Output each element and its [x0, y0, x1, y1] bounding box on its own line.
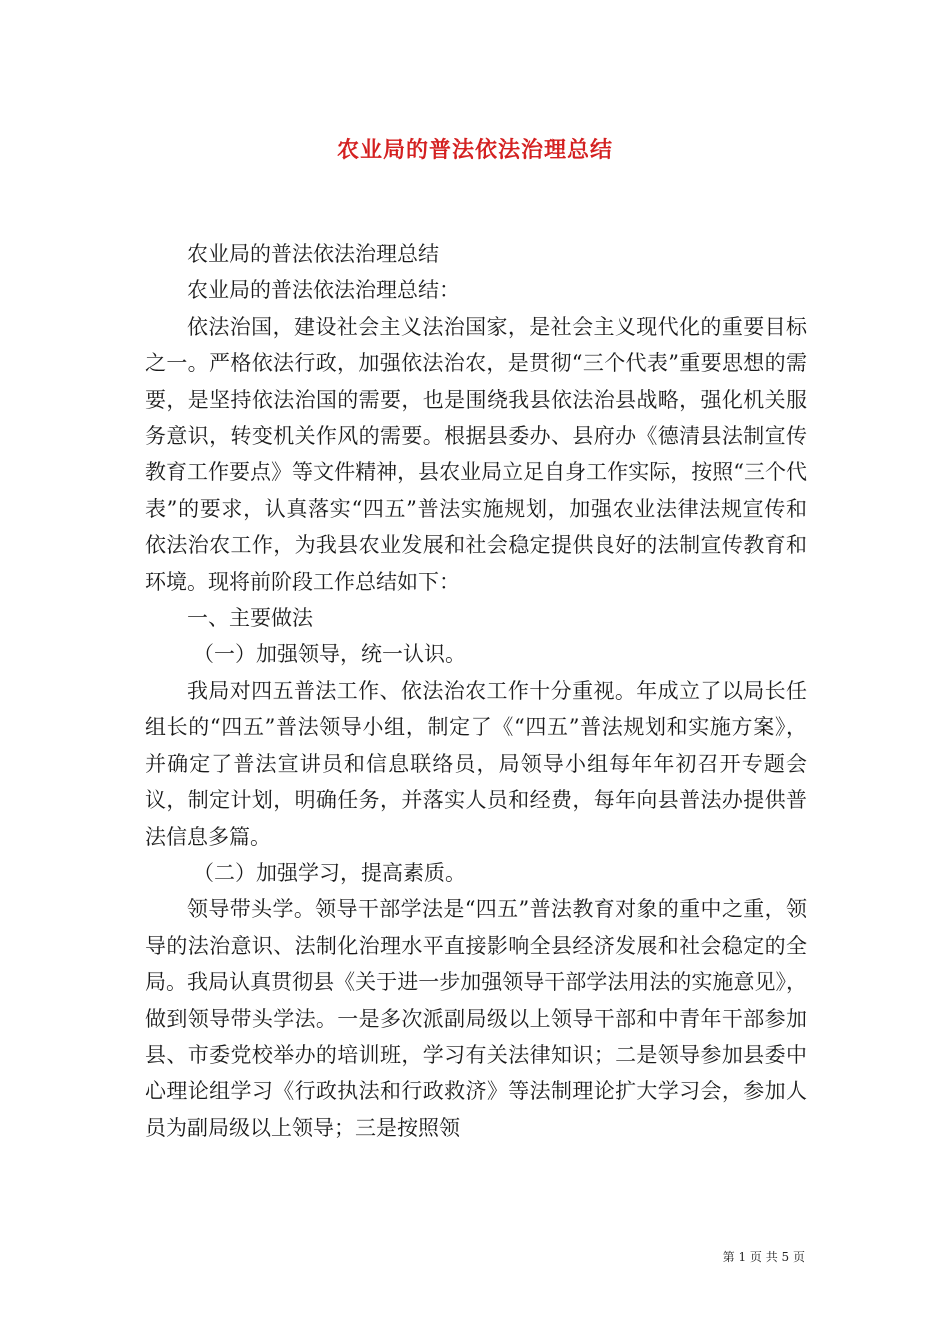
page-number: 第 1 页 共 5 页 — [722, 1250, 805, 1264]
paragraph-intro-label: 农业局的普法依法治理总结： — [187, 278, 460, 303]
document-body — [145, 236, 807, 1146]
subsection-heading: （一）加强领导，统一认识。 — [193, 642, 466, 667]
paragraph-intro: 依法治国，建设社会主义法治国家，是社会主义现代化的重要目标之一。严格依法行政，加强依法治农，是贯彻“三个代表”重要思想的需要，是坚持依法治国的需要，也是围绕我县依法治县战略，强化机关服务意识，转变机关作风的需要。根据县委办、县府办《德清县法制宣传教育工作要点》等文件精神，县农业局立足自身工作实际，按照“三个代表”的要求，认真落实“四五”普法实施规划，加强农业法律法规宣传和依法治农工作，为我县农业发展和社会稳定提供良好的法制宣传教育和环境。现将前阶段工作总结如下： — [145, 314, 807, 594]
document-title: 农业局的普法依法治理总结 — [336, 137, 613, 163]
paragraph-heading-repeat: 农业局的普法依法治理总结 — [187, 242, 439, 266]
paragraph-body: 领导带头学。领导干部学法是“四五”普法教育对象的重中之重，领导的法治意识、法制化治理水平直接影响全县经济发展和社会稳定的全局。我局认真贯彻县《关于进一步加强领导干部学法用法的实施意见》，做到领导带头学法。一是多次派副局级以上领导干部和中青年干部参加县、市委党校举办的培训班，学习有关法律知识；二是领导参加县委中心理论组学习《行政执法和行政救济》等法制理论扩大学习会，参加人员为副局级以上领导；三是按照领 — [145, 897, 807, 1140]
subsection-heading: （二）加强学习，提高素质。 — [193, 860, 466, 885]
paragraph-body: 我局对四五普法工作、依法治农工作十分重视。年成立了以局长任组长的“四五”普法领导小组，制定了《“四五”普法规划和实施方案》，并确定了普法宣讲员和信息联络员，局领导小组每年年初召开专题会议，制定计划，明确任务，并落实人员和经费，每年向县普法办提供普法信息多篇。 — [145, 678, 807, 849]
section-heading: 一、主要做法 — [187, 606, 313, 631]
